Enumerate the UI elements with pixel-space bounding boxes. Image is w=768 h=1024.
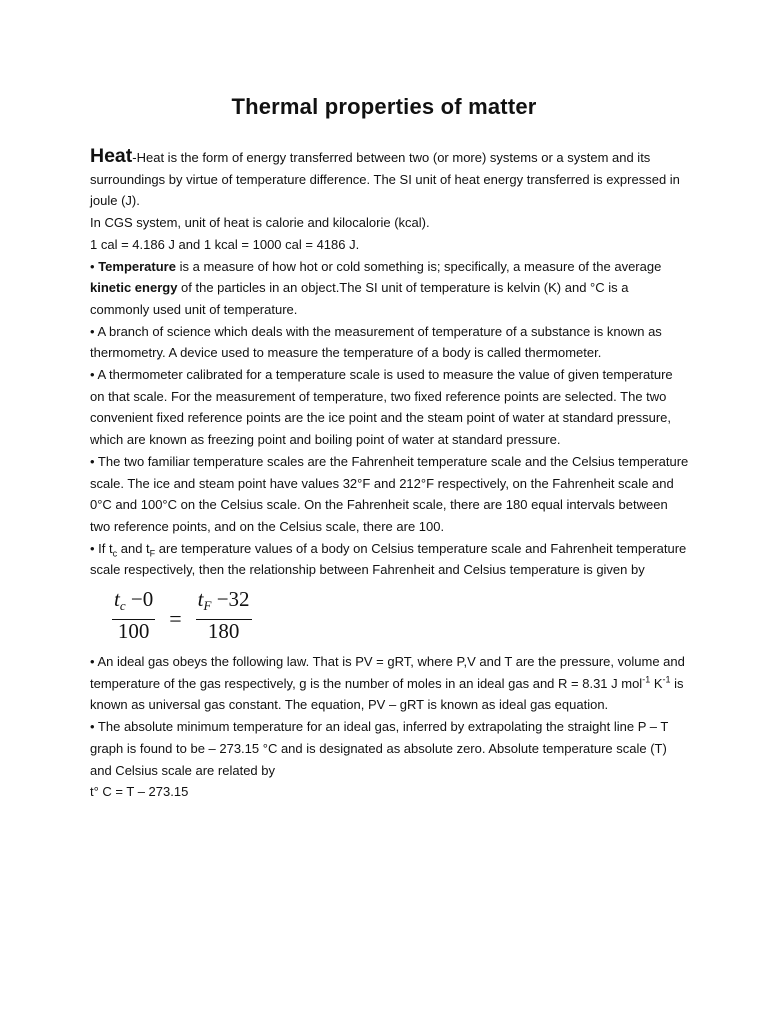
fahrenheit-fraction — [196, 589, 252, 642]
relation-bullet: • If $t_c$ and $t_F$ are temperature values of a body on Celsius temperature scale and Fahrenheit temperature scale respectively, then the relationship between Fahrenheit and Celsius temperature is given by — [90, 540, 687, 578]
ideal-gas-bullet: • An ideal gas obeys the following law. That is PV = gRT, where P,V and T are the pressure, volume and temperature of the gas respectively, g is the number of moles in an ideal gas and R = 8.31 J mol$^{-1}$ $K^{-1}$ is known as universal gas constant. The equation, PV – gRT is known as ideal gas equation. — [90, 654, 685, 713]
heat-paragraph — [90, 146, 690, 212]
calorie-conversion-line: 1 cal = 4.186 J and 1 kcal = 1000 cal = 4186 J. — [90, 236, 360, 252]
reference-points-bullet: • A thermometer calibrated for a temperature scale is used to measure the value of given temperature on that scale. For the measurement of temperature, two fixed reference points are selected. The two convenient fixed reference points are the ice point and the steam point of water at standard pressure, which are known as freezing point and boiling point of water at standard pressure. — [90, 367, 673, 448]
document-title: Thermal properties of matter — [231, 94, 537, 119]
subscript-f: F — [149, 548, 156, 559]
kinetic-energy-term: kinetic energy — [90, 280, 178, 296]
equals-sign: = — [169, 606, 182, 632]
absolute-scale-equation: t° C = T – 273.15 — [90, 784, 189, 800]
document-body — [90, 146, 690, 803]
celsius-denominator: 100 — [117, 619, 150, 644]
temperature-bullet — [90, 256, 690, 321]
superscript-k: -1 — [662, 674, 671, 685]
heat-heading: Heat — [90, 145, 133, 167]
subscript-c: c — [112, 548, 118, 559]
fahrenheit-denominator: 180 — [207, 619, 240, 644]
cgs-unit-line: In CGS system, unit of heat is calorie and kilocalorie (kcal). — [90, 215, 430, 231]
thermometry-bullet: • A branch of science which deals with the measurement of temperature of a substance is known as thermometry. A device used to measure the temperature of a body is called thermometer. — [90, 323, 662, 361]
fahrenheit-numerator: tF −32 — [196, 589, 252, 620]
superscript-mol: -1 — [642, 674, 651, 685]
heat-definition: -Heat is the form of energy transferred between two (or more) systems or a system and its surroundings by virtue of temperature difference. The SI unit of heat energy transferred is expressed in joule (J). — [90, 150, 680, 209]
celsius-fahrenheit-formula — [112, 587, 690, 645]
temperature-text-2: of the particles in an object.The SI unit of temperature is kelvin (K) and °C is a commonly used unit of temperature. — [90, 280, 629, 317]
temperature-text-1: is a measure of how hot or cold something is; specifically, a measure of the average — [175, 258, 662, 274]
bullet-mark: • — [90, 258, 95, 274]
celsius-numerator: tc −0 — [112, 589, 155, 620]
temperature-term: Temperature — [98, 258, 176, 274]
absolute-zero-bullet: • The absolute minimum temperature for an ideal gas, inferred by extrapolating the straight line P – T graph is found to be – 273.15 °C and is designated as absolute zero. Absolute temperature scale (T) and Celsius scale are related by — [90, 719, 669, 778]
celsius-fraction — [112, 589, 155, 642]
temperature-scales-bullet: • The two familiar temperature scales are the Fahrenheit temperature scale and the Celsius temperature scale. The ice and steam point have values 32°F and 212°F respectively, on the Fahrenheit scale and 0°C and 100°C on the Celsius scale. On the Fahrenheit scale, there are 180 equal intervals between two reference points, and on the Celsius scale, there are 100. — [90, 453, 689, 534]
